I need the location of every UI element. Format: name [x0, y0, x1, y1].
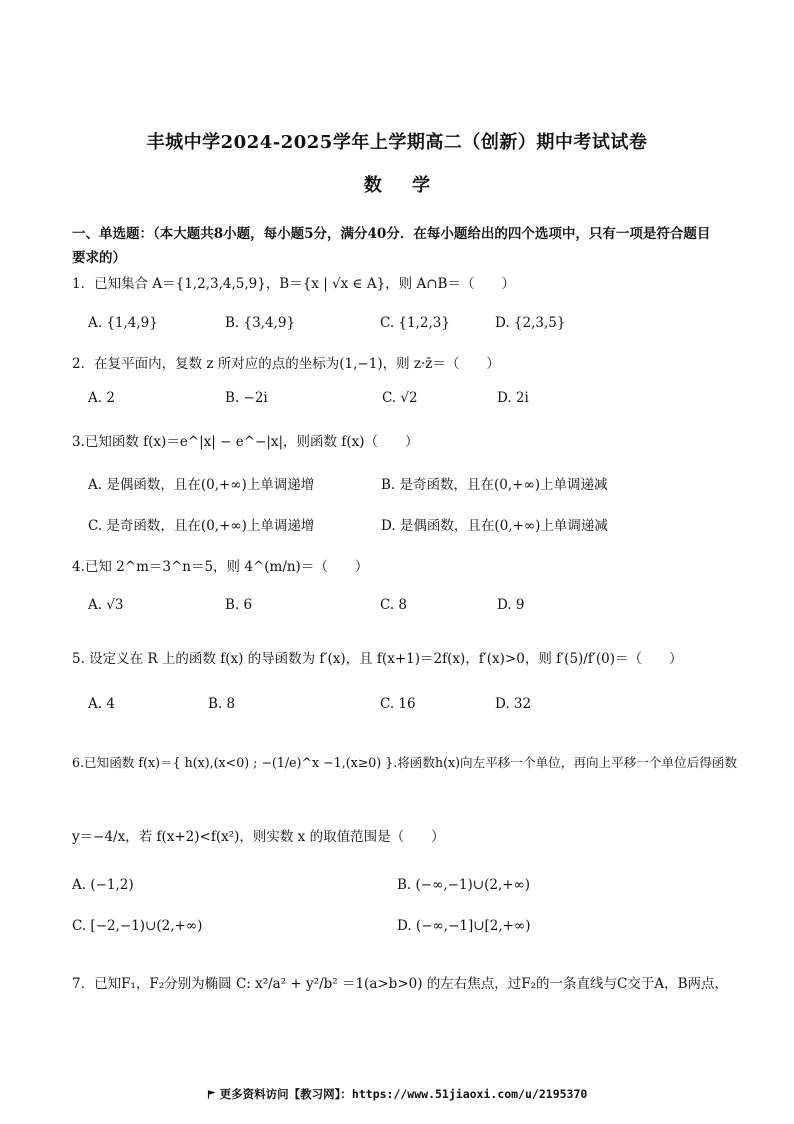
question-3-option-d: D. 是偶函数，且在(0,+∞)上单调递减 — [381, 518, 608, 534]
question-1-option-c: C. {1,2,3} — [380, 315, 450, 331]
subject-title: 数 学 — [363, 175, 431, 196]
question-2-stem: 2．在复平面内，复数 z 所对应的点的坐标为(1,−1)，则 z·z̄＝（ ） — [72, 356, 500, 372]
question-2-option-a: A. 2 — [88, 390, 115, 406]
footer-link[interactable] — [0, 1086, 794, 1102]
question-3-option-b: B. 是奇函数，且在(0,+∞)上单调递减 — [381, 477, 608, 493]
question-5-option-b: B. 8 — [208, 696, 236, 712]
question-2-option-d: D. 2i — [497, 390, 529, 406]
question-6-stem-line-2: y＝−4/x，若 f(x+2)<f(x²)，则实数 x 的取值范围是（ ） — [72, 829, 445, 845]
question-1-option-a: A. {1,4,9} — [88, 315, 158, 331]
question-5-stem: 5. 设定义在 R 上的函数 f(x) 的导函数为 f′(x)，且 f(x+1)＝2f(x)，f′(x)>0，则 f′(5)/f′(0)＝（ ） — [72, 651, 683, 667]
question-1-option-d: D. {2,3,5} — [495, 315, 566, 331]
page-title: 丰城中学2024-2025学年上学期高二（创新）期中考试试卷 — [146, 132, 648, 153]
question-3-option-a: A. 是偶函数，且在(0,+∞)上单调递增 — [88, 477, 315, 493]
question-5-option-d: D. 32 — [495, 696, 532, 712]
question-5-option-a: A. 4 — [88, 696, 115, 712]
question-6-option-d: D. (−∞,−1]∪[2,+∞) — [397, 918, 531, 934]
question-7-stem: 7．已知F₁，F₂分别为椭圆 C: x²/a² + y²/b² ＝1(a>b>0) 的左右焦点，过F₂的一条直线与C交于A，B两点， — [72, 976, 729, 992]
question-1-option-b: B. {3,4,9} — [225, 315, 296, 331]
question-6-option-b: B. (−∞,−1)∪(2,+∞) — [397, 877, 531, 893]
question-4-option-a: A. √3 — [88, 597, 124, 613]
question-3-stem: 3.已知函数 f(x)＝e^|x| − e^−|x|，则函数 f(x)（ ） — [72, 434, 419, 450]
question-6-option-a: A. (−1,2) — [72, 877, 134, 893]
question-2-option-c: C. √2 — [382, 390, 418, 406]
question-1-stem: 1．已知集合 A＝{1,2,3,4,5,9}，B＝{x | √x ∈ A}，则 A∩B＝（ ） — [72, 276, 515, 292]
question-4-option-d: D. 9 — [497, 597, 525, 613]
question-6-stem-line-1: 6.已知函数 f(x)＝{ h(x),(x<0) ; −(1/e)^x −1,(x≥0) }.将函数h(x)向左平移一个单位，再向上平移一个单位后得函数 — [72, 755, 738, 770]
question-4-option-b: B. 6 — [225, 597, 253, 613]
footer-text: 更多资料访问【教习网】：https://www.51jiaoxi.com/u/2195370 — [219, 1087, 588, 1101]
section-heading: 一、单选题：（本大题共8小题，每小题5分，满分40分．在每小题给出的四个选项中，只有一项是符合题目要求的） — [72, 226, 711, 266]
question-6-option-c: C. [−2,−1)∪(2,+∞) — [72, 918, 203, 934]
question-5-option-c: C. 16 — [380, 696, 416, 712]
flag-icon — [207, 1090, 216, 1099]
question-4-stem: 4.已知 2^m＝3^n＝5，则 4^(m/n)＝（ ） — [72, 559, 369, 575]
question-4-option-c: C. 8 — [380, 597, 408, 613]
question-3-option-c: C. 是奇函数，且在(0,+∞)上单调递增 — [88, 518, 315, 534]
question-2-option-b: B. −2i — [225, 390, 268, 406]
